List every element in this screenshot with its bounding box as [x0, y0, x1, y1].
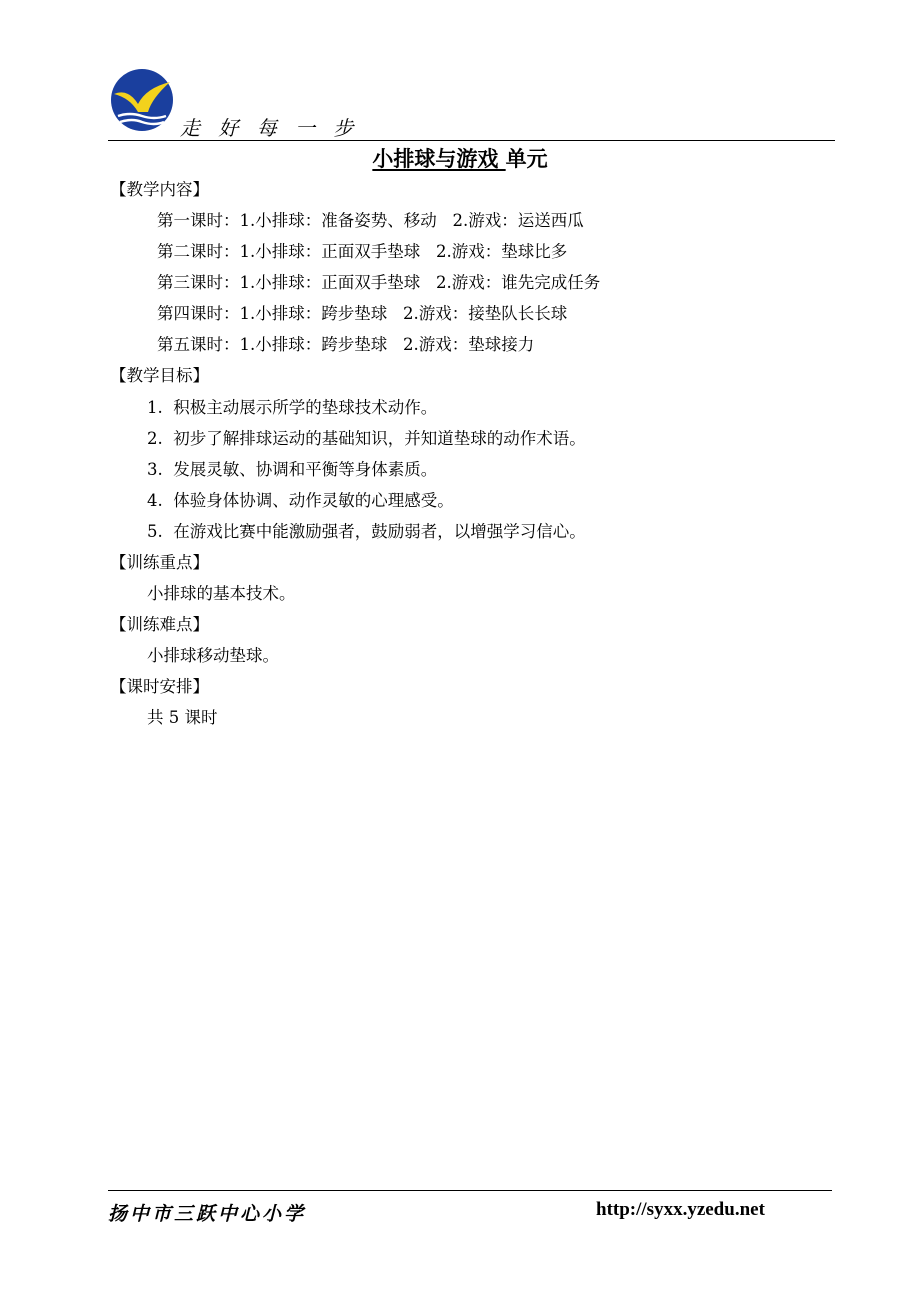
footer-school-name: 扬中市三跃中心小学: [108, 1203, 307, 1225]
section-heading-content: 【教学内容】: [110, 180, 209, 199]
lesson-item: 第四课时：1.小排球：跨步垫球 2.游戏：接垫队长长球: [157, 304, 568, 323]
title-underlined: 小排球与游戏: [372, 147, 506, 171]
title-suffix: 单元: [505, 147, 548, 171]
key-text: 小排球的基本技术。: [147, 584, 296, 603]
section-heading-goals: 【教学目标】: [110, 366, 209, 385]
goal-item: 5. 在游戏比赛中能激励强者，鼓励弱者，以增强学习信心。: [147, 522, 586, 541]
goal-item: 3. 发展灵敏、协调和平衡等身体素质。: [147, 460, 438, 479]
motto-text: 走 好 每 一 步: [180, 116, 360, 140]
goal-item: 2. 初步了解排球运动的基础知识，并知道垫球的动作术语。: [147, 429, 586, 448]
school-logo-icon: [108, 68, 176, 132]
goal-item: 1. 积极主动展示所学的垫球技术动作。: [147, 398, 438, 417]
header-divider: [108, 140, 835, 141]
lesson-item: 第二课时：1.小排球：正面双手垫球 2.游戏：垫球比多: [157, 242, 568, 261]
lesson-item: 第一课时：1.小排球：准备姿势、移动 2.游戏：运送西瓜: [157, 211, 584, 230]
lesson-item: 第三课时：1.小排球：正面双手垫球 2.游戏：谁先完成任务: [157, 273, 601, 292]
section-heading-key: 【训练重点】: [110, 553, 209, 572]
footer-url: http://syxx.yzedu.net: [596, 1199, 765, 1220]
schedule-text: 共 5 课时: [147, 708, 218, 727]
lesson-item: 第五课时：1.小排球：跨步垫球 2.游戏：垫球接力: [157, 335, 535, 354]
footer-divider: [108, 1190, 832, 1191]
goal-item: 4. 体验身体协调、动作灵敏的心理感受。: [147, 491, 454, 510]
section-heading-difficulty: 【训练难点】: [110, 615, 209, 634]
difficulty-text: 小排球移动垫球。: [147, 646, 279, 665]
section-heading-schedule: 【课时安排】: [110, 677, 209, 696]
page-title: [0, 143, 920, 173]
